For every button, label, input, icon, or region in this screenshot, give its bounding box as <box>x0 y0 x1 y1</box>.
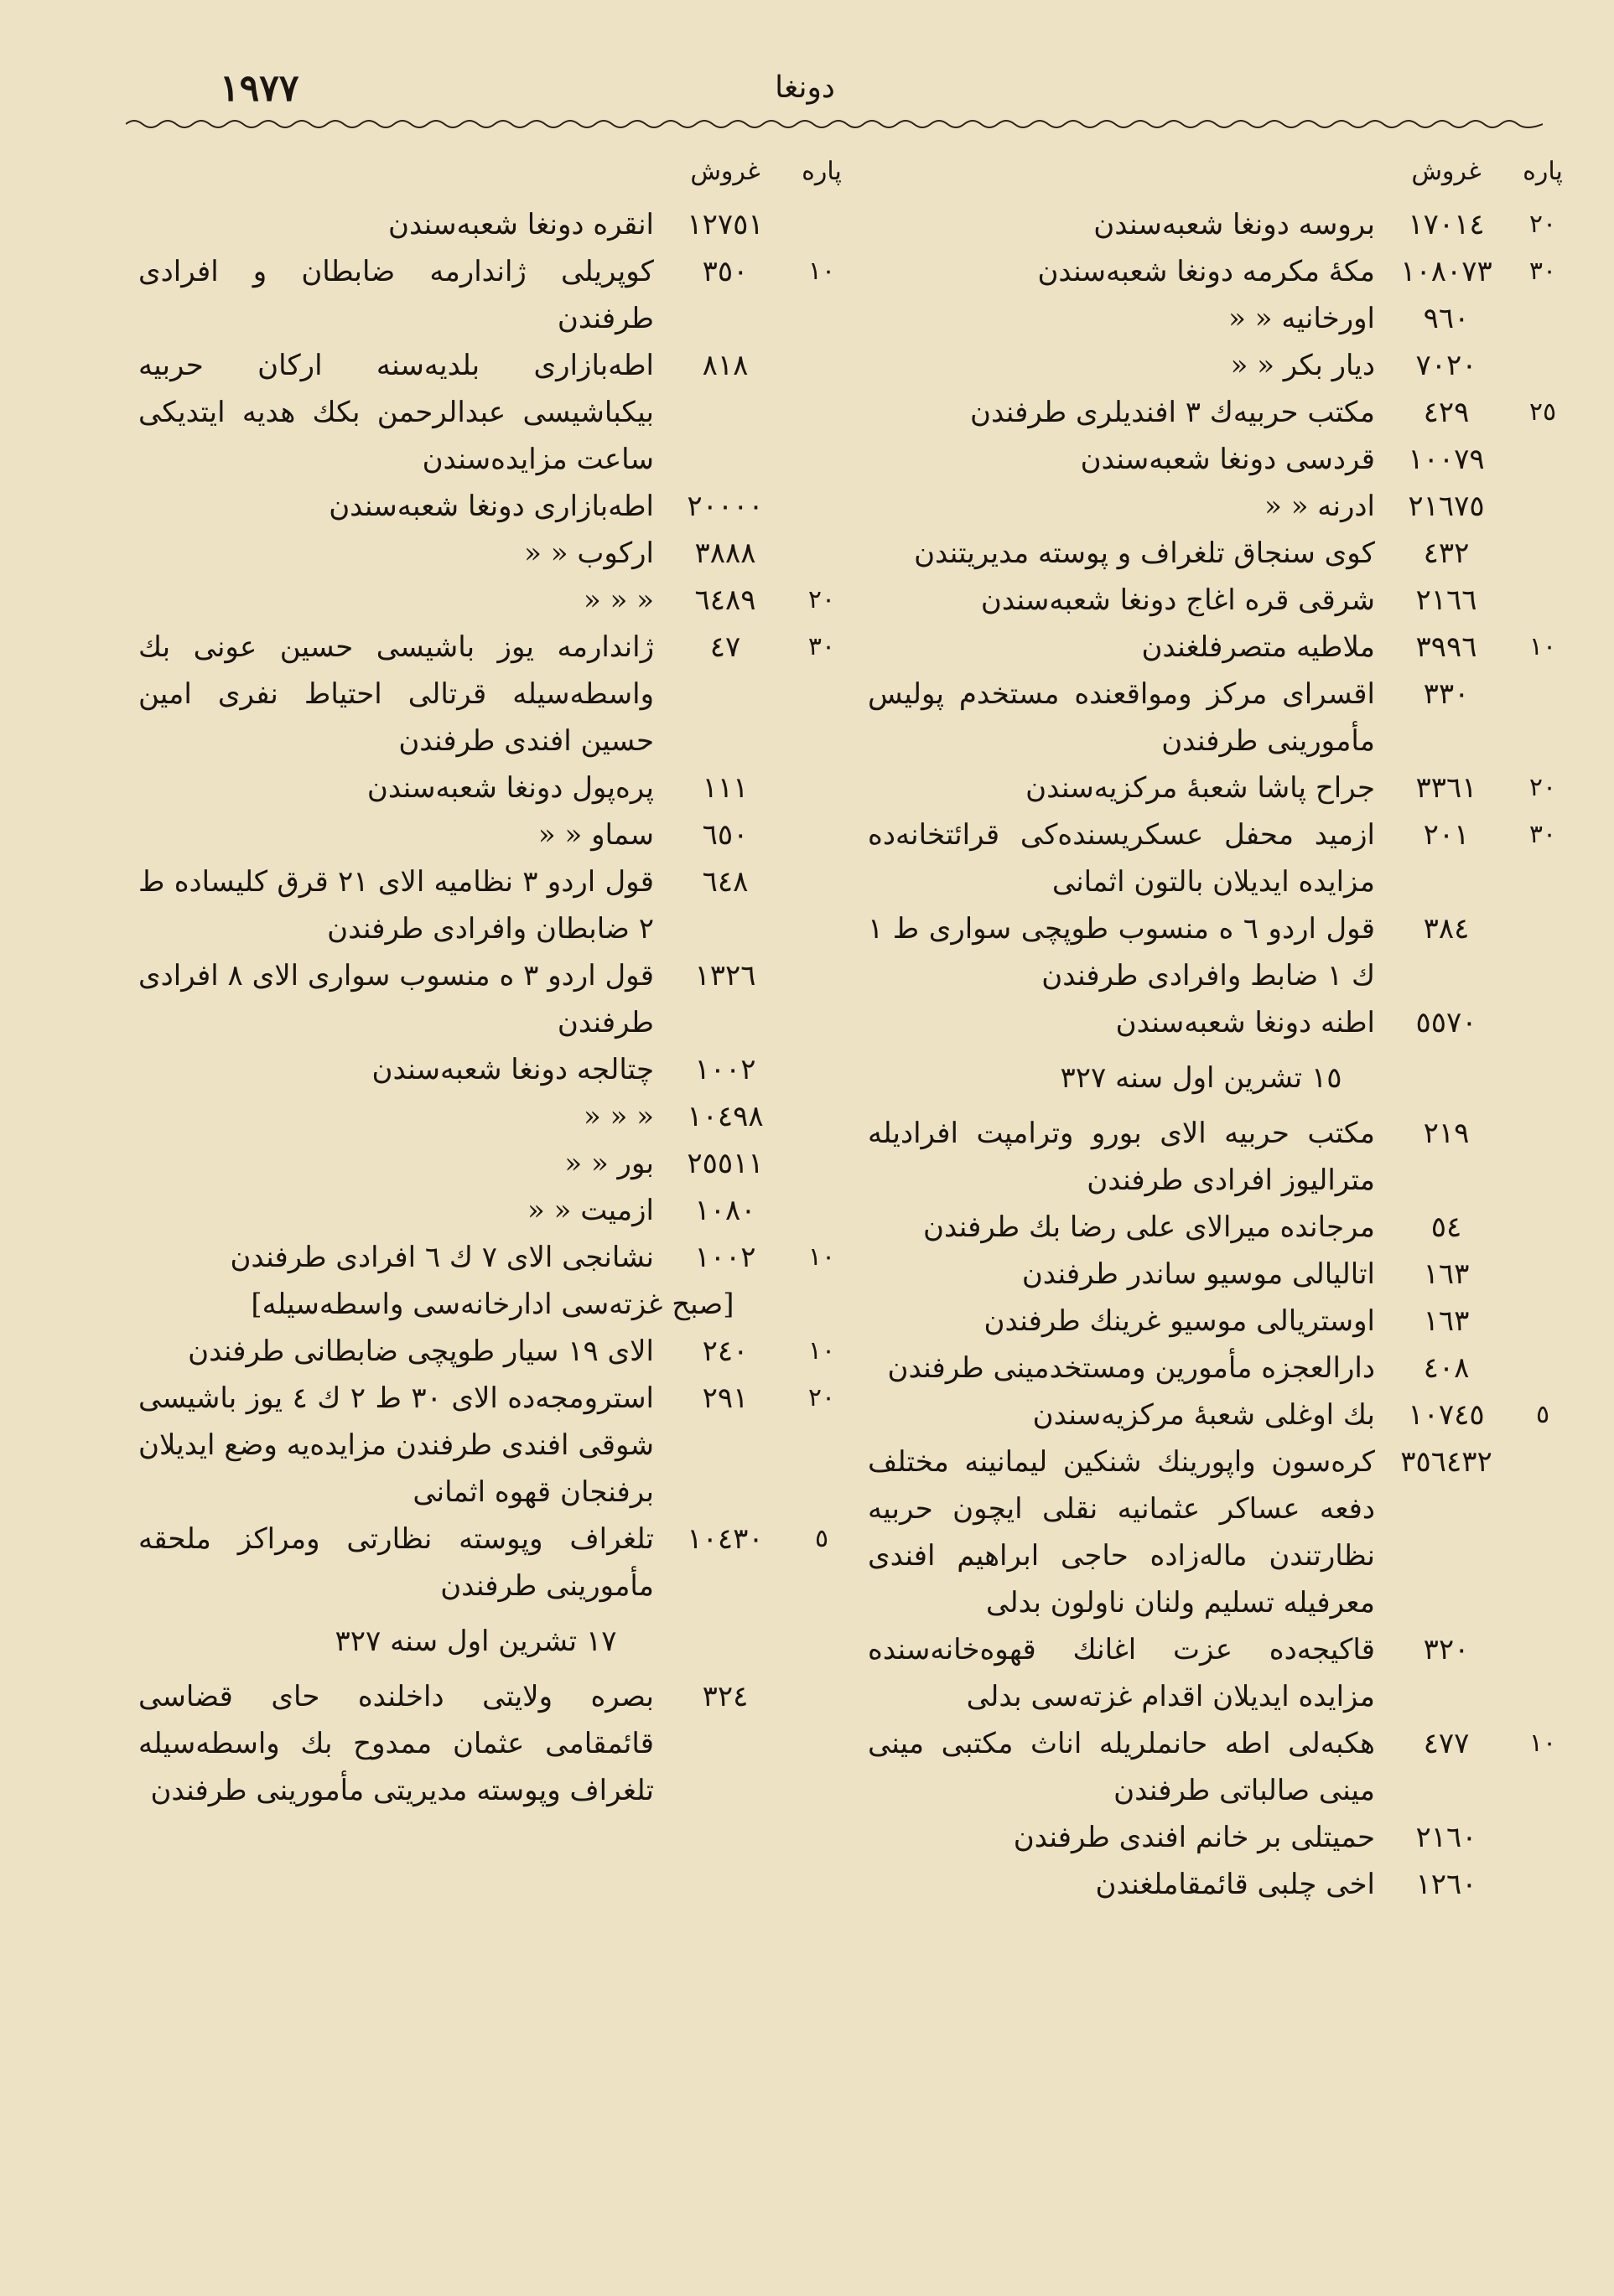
ghurush-amount: ١٠٧٤٥ <box>1408 1398 1485 1432</box>
ghurush-amount: ١٠٨٠٧٣ <box>1400 255 1492 288</box>
ghurush-amount: ١٠٤٣٠ <box>687 1522 764 1556</box>
para-amount: ٢٠ <box>807 1383 836 1412</box>
ledger-entry <box>868 577 1568 624</box>
entry-description: مرجانده میرالای علی رضا بك طرفندن <box>923 1210 1375 1244</box>
page-number: ١٩٧٧ <box>220 67 299 110</box>
entry-description: اوستریالی موسیو غرینك طرفندن <box>983 1304 1375 1338</box>
entry-description: نشانجی الای ٧ ك ٦ افرادی طرفندن <box>230 1241 654 1274</box>
para-amount: ٥ <box>1535 1400 1550 1429</box>
ledger-entry <box>138 342 847 483</box>
ghurush-amount: ٤٧٧ <box>1423 1727 1470 1760</box>
entry-description: بك اوغلی شعبهٔ مركزیه‌سندن <box>1032 1398 1375 1432</box>
ledger-entry <box>868 483 1568 530</box>
para-amount: ٢٥ <box>1528 397 1557 427</box>
ledger-entry <box>868 999 1568 1046</box>
ledger-entry <box>868 1298 1568 1345</box>
para-amount: ٢٠ <box>1528 773 1557 802</box>
ghurush-amount: ٣٢٠ <box>1423 1633 1470 1666</box>
ghurush-amount: ٣٥٦٤٣٢ <box>1400 1445 1492 1479</box>
ghurush-amount: ١٠٠٧٩ <box>1408 443 1485 476</box>
ghurush-amount: ١٠٤٩٨ <box>687 1100 764 1133</box>
ledger-entry <box>868 1251 1568 1298</box>
ghurush-amount: ٢٠١ <box>1423 818 1470 852</box>
entry-description: ازمیت « « <box>527 1194 654 1227</box>
ghurush-amount: ٣٣٦١ <box>1415 771 1477 805</box>
ghurush-amount: ٩٦٠ <box>1423 302 1470 335</box>
entry-description: هكبه‌لی اطه حانملریله اناث مكتبی مینی مینی صالباتی طرفندن <box>868 1727 1375 1807</box>
entry-description: بور « « <box>564 1147 654 1180</box>
date-heading: ١٥ تشرین اول سنه ٣٢٧ <box>1060 1061 1342 1095</box>
ledger-entry <box>138 1093 847 1140</box>
ghurush-amount: ٤٧ <box>709 630 741 664</box>
entry-description: اركوب « « <box>524 536 654 570</box>
entry-description: كوپریلی ژاندارمه ضابطان و افرادی طرفندن <box>138 255 654 335</box>
ledger-entry <box>868 671 1568 764</box>
entry-description: دیار بكر « « <box>1230 349 1375 382</box>
ledger-entry <box>138 201 847 248</box>
ghurush-amount: ١٠٨٠ <box>694 1194 756 1227</box>
entry-description: چتالجه دونغا شعبه‌سندن <box>371 1053 654 1086</box>
ghurush-amount: ٢٤٠ <box>702 1335 749 1368</box>
entry-description: سماو « « <box>537 818 654 852</box>
entry-description: اخی چلبی قائمقاملغندن <box>1095 1868 1375 1901</box>
entry-description: اورخانیه « « <box>1228 302 1375 335</box>
ghurush-amount: ١١١ <box>702 771 749 805</box>
para-amount: ١٠ <box>807 1242 836 1272</box>
entry-description: شرقی قره اغاج دونغا شعبه‌سندن <box>980 583 1375 617</box>
entry-description: « « « <box>583 583 654 617</box>
ledger-entry <box>868 764 1568 811</box>
entry-description: قول اردو ٣ نظامیه الای ٢١ قرق كلیساده ط ٢ ضابطان وافرادی طرفندن <box>138 865 654 946</box>
entry-description: كوی سنجاق تلغراف و پوسته مدیریتندن <box>914 536 1375 570</box>
ghurush-amount: ٦٥٠ <box>702 818 749 852</box>
ghurush-amount: ١٢٦٠ <box>1415 1868 1477 1901</box>
ledger-entry <box>138 1234 847 1281</box>
wavy-rule <box>126 117 1543 131</box>
ghurush-amount: ٢٠٠٠٠ <box>687 490 764 523</box>
ledger-entry <box>868 1814 1568 1861</box>
ghurush-header: غروش <box>1411 156 1482 186</box>
ghurush-amount: ٢١٦٦ <box>1415 583 1477 617</box>
ghurush-amount: ٣٢٤ <box>702 1680 749 1713</box>
entry-description: اطه‌بازاری بلدیه‌سنه اركان حربیه بیكباشیسی عبدالرحمن بكك هدیه ایتدیكی ساعت مزایده‌سندن <box>138 349 654 476</box>
para-amount: ٥ <box>814 1524 829 1553</box>
para-amount: ٢٠ <box>1528 210 1557 239</box>
entry-description: دارالعجزه مأمورین ومستخدمینی طرفندن <box>887 1351 1375 1385</box>
ghurush-amount: ٢١٦٧٥ <box>1408 490 1485 523</box>
ghurush-amount: ٤٣٢ <box>1423 536 1470 570</box>
entry-description: جراح پاشا شعبهٔ مركزیه‌سندن <box>1025 771 1375 805</box>
para-amount: ٣٠ <box>807 632 836 661</box>
entry-description: استرومجه‌ده الای ٣٠ ط ٢ ك ٤ یوز باشیسی شوقی افندی طرفندن مزایده‌یه وضع ایدیلان برفنجان قهوه اثمانی <box>138 1381 655 1509</box>
entry-description: اقسرای مركز ومواقعنده مستخدم پولیس مأمورینی طرفندن <box>868 677 1375 758</box>
ledger-entry <box>868 1438 1568 1626</box>
ghurush-amount: ٥٤ <box>1430 1210 1462 1244</box>
ledger-entry <box>138 483 847 530</box>
ledger-entry <box>868 248 1568 295</box>
ghurush-amount: ٣٥٠ <box>702 255 749 288</box>
ghurush-amount: ١٢٧٥١ <box>687 208 764 241</box>
ledger-entry <box>138 248 847 342</box>
ledger-entry <box>138 1673 847 1814</box>
ledger-entry <box>138 624 847 764</box>
running-title: دونغا <box>775 70 835 105</box>
entry-description: « « « <box>583 1100 654 1133</box>
entry-description: پره‌پول دونغا شعبه‌سندن <box>366 771 654 805</box>
ghurush-amount: ٤٢٩ <box>1423 396 1470 429</box>
ledger-entry <box>868 530 1568 577</box>
ledger-entry <box>868 1345 1568 1392</box>
ledger-entry <box>138 1187 847 1234</box>
entry-description: قردسی دونغا شعبه‌سندن <box>1080 443 1375 476</box>
ledger-entry <box>868 905 1568 999</box>
ghurush-amount: ١٧٠١٤ <box>1408 208 1485 241</box>
para-amount: ١٠ <box>1528 1728 1557 1758</box>
ledger-entry <box>868 1626 1568 1720</box>
ghurush-amount: ٨١٨ <box>702 349 749 382</box>
ledger-entry <box>868 201 1568 248</box>
ghurush-amount: ٣٩٩٦ <box>1415 630 1477 664</box>
ghurush-amount: ٥٥٧٠ <box>1415 1006 1477 1039</box>
ledger-entry <box>868 295 1568 342</box>
ghurush-amount: ٦٤٨٩ <box>694 583 756 617</box>
para-header: پاره <box>1523 156 1563 186</box>
ledger-entry <box>868 1392 1568 1438</box>
ghurush-amount: ١٣٢٦ <box>694 959 756 993</box>
ledger-entry <box>868 436 1568 483</box>
entry-description: مكتب حربیه‌ك ٣ افندیلری طرفندن <box>970 396 1375 429</box>
para-amount: ٣٠ <box>1528 820 1557 849</box>
ghurush-amount: ٢١٦٠ <box>1415 1821 1477 1854</box>
entry-description: ملاطیه متصرفلغندن <box>1141 630 1375 664</box>
entry-description: الای ١٩ سیار طوپچی ضابطانی طرفندن <box>188 1335 654 1368</box>
right-column-header <box>868 141 1568 201</box>
entry-description: بروسه دونغا شعبه‌سندن <box>1093 208 1375 241</box>
para-amount: ٣٠ <box>1528 257 1557 286</box>
ledger-entry <box>138 577 847 624</box>
entry-description: اطه‌بازاری دونغا شعبه‌سندن <box>329 490 654 523</box>
para-amount: ١٠ <box>1528 632 1557 661</box>
ledger-entry <box>138 764 847 811</box>
ghurush-amount: ٤٠٨ <box>1423 1351 1470 1385</box>
para-amount: ١٠ <box>807 257 836 286</box>
ledger-entry <box>138 1516 847 1609</box>
ledger-entry <box>138 1046 847 1093</box>
entry-description: انقره دونغا شعبه‌سندن <box>387 208 654 241</box>
ghurush-header: غروش <box>690 156 760 186</box>
ledger-entry <box>138 1375 847 1516</box>
ledger-entry <box>868 811 1568 905</box>
entry-description: قول اردو ٣ ه منسوب سواری الای ٨ افرادی طرفندن <box>138 959 654 1039</box>
ledger-entry <box>138 530 847 577</box>
ghurush-amount: ١٠٠٢ <box>694 1053 756 1086</box>
ghurush-amount: ١٦٣ <box>1423 1304 1470 1338</box>
ghurush-amount: ٦٤٨ <box>702 865 749 899</box>
entry-description: مكتب حربیه الای بورو وترامپت افرادیله مترالیوز افرادی طرفندن <box>868 1117 1375 1197</box>
entry-description: كره‌سون واپورینك شنكین لیمانینه مختلف دفعه عساكر عثمانیه نقلی ایچون حربیه نظارتندن ماله‌زاده حاجی ابراهیم افندی معرفیله تسلیم ولنان ناولون بدلی <box>868 1445 1375 1620</box>
ghurush-amount: ٣٨٨٨ <box>694 536 756 570</box>
ghurush-amount: ٣٣٠ <box>1423 677 1470 711</box>
ledger-entry <box>868 624 1568 671</box>
ledger-entry <box>868 1720 1568 1814</box>
ledger-entry <box>868 1204 1568 1251</box>
entry-description: حمیتلی بر خانم افندی طرفندن <box>1013 1821 1375 1854</box>
ledger-entry <box>868 1110 1568 1204</box>
ledger-entry <box>868 1861 1568 1908</box>
entry-description: اطنه دونغا شعبه‌سندن <box>1115 1006 1375 1039</box>
right-column <box>868 141 1568 1908</box>
entry-description: تلغراف وپوسته نظارتی ومراكز ملحقه مأمورینی طرفندن <box>138 1522 654 1603</box>
page-header <box>0 59 1614 117</box>
left-column-header <box>138 141 847 201</box>
entry-description: ازمید محفل عسكریسنده‌كی قرائتخانه‌ده مزایده ایدیلان بالتون اثمانی <box>868 818 1375 899</box>
ledger-entry <box>138 952 847 1046</box>
entry-description: ادرنه « « <box>1264 490 1375 523</box>
ledger-entry <box>868 389 1568 436</box>
ledger-entry <box>138 1140 847 1187</box>
para-header: پاره <box>802 156 842 186</box>
ledger-entry <box>138 858 847 952</box>
ghurush-amount: ٢٩١ <box>702 1381 749 1415</box>
left-column <box>138 141 847 1814</box>
entry-description: قول اردو ٦ ه منسوب طوپچی سواری ط ١ ك ١ ضابط وافرادی طرفندن <box>868 912 1376 993</box>
ghurush-amount: ٣٨٤ <box>1423 912 1470 946</box>
ghurush-amount: ١٦٣ <box>1423 1257 1470 1291</box>
ghurush-amount: ٢٥٥١١ <box>687 1147 764 1180</box>
entry-description: اتالیالی موسیو ساندر طرفندن <box>1021 1257 1375 1291</box>
entry-description: قاكیجه‌ده عزت اغانك قهوه‌خانه‌سنده مزایده ایدیلان اقدام غزته‌سی بدلی <box>868 1633 1375 1713</box>
ledger-entry <box>868 342 1568 389</box>
ledger-entry <box>138 811 847 858</box>
date-heading: ١٧ تشرین اول سنه ٣٢٧ <box>335 1625 617 1658</box>
ghurush-amount: ٧٠٢٠ <box>1415 349 1477 382</box>
entry-description: ژاندارمه یوز باشیسی حسین عونی بك واسطه‌سیله قرتالی احتیاط نفری امین حسین افندی طرفندن <box>138 630 654 758</box>
entry-description: بصره ولایتی داخلنده حای قضاسی قائمقامی عثمان ممدوح بك واسطه‌سیله تلغراف وپوسته مدیریتی مأمورینی طرفندن <box>138 1680 654 1807</box>
ledger-entry <box>138 1328 847 1375</box>
para-amount: ٢٠ <box>807 585 836 614</box>
entry-description: مكهٔ مكرمه دونغا شعبه‌سندن <box>1037 255 1375 288</box>
para-amount: ١٠ <box>807 1336 836 1366</box>
ghurush-amount: ١٠٠٢ <box>694 1241 756 1274</box>
ghurush-amount: ٢١٩ <box>1423 1117 1470 1150</box>
source-note: [صبح غزته‌سی ادارخانه‌سی واسطه‌سیله] <box>251 1288 734 1321</box>
